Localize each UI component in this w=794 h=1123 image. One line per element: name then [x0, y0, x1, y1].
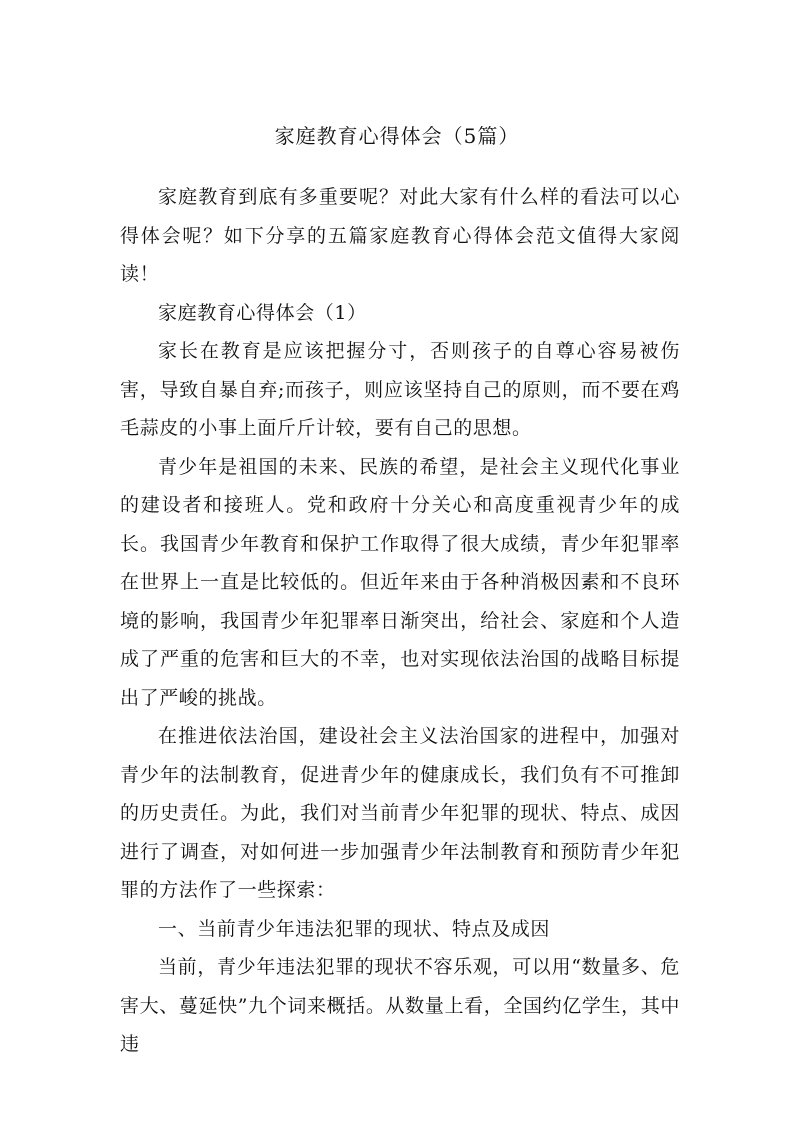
body-paragraph: 青少年是祖国的未来、民族的希望，是社会主义现代化事业的建设者和接班人。党和政府十分关心和高度重视青少年的成长。我国青少年教育和保护工作取得了很大成绩，青少年犯罪率在世界上一直是比较低的。但近年来由于各种消极因素和不良环境的影响，我国青少年犯罪率日渐突出，给社会、家庭和个人造成了严重的危害和巨大的不幸，也对实现依法治国的战略目标提出了严峻的挑战。	[120, 455, 680, 709]
section-heading: 家庭教育心得体会（1）	[158, 301, 367, 324]
document-title: 家庭教育心得体会（5篇）	[274, 124, 520, 148]
subsection-heading: 一、当前青少年违法犯罪的现状、特点及成因	[158, 917, 551, 940]
body-paragraph: 在推进依法治国，建设社会主义法治国家的进程中，加强对青少年的法制教育，促进青少年的健康成长，我们负有不可推卸的历史责任。为此，我们对当前青少年犯罪的现状、特点、成因进行了调查，对如何进一步加强青少年法制教育和预防青少年犯罪的方法作了一些探索：	[120, 725, 680, 901]
document-body	[120, 178, 680, 1064]
intro-paragraph: 家庭教育到底有多重要呢？对此大家有什么样的看法可以心得体会呢？如下分享的五篇家庭教育心得体会范文值得大家阅读！	[120, 186, 680, 285]
body-paragraph: 家长在教育是应该把握分寸，否则孩子的自尊心容易被伤害，导致自暴自弃;而孩子，则应该坚持自己的原则，而不要在鸡毛蒜皮的小事上面斤斤计较，要有自己的思想。	[120, 340, 680, 439]
body-paragraph: 当前，青少年违法犯罪的现状不容乐观，可以用“数量多、危害大、蔓延快”九个词来概括。从数量上看，全国约亿学生，其中违	[120, 956, 680, 1055]
